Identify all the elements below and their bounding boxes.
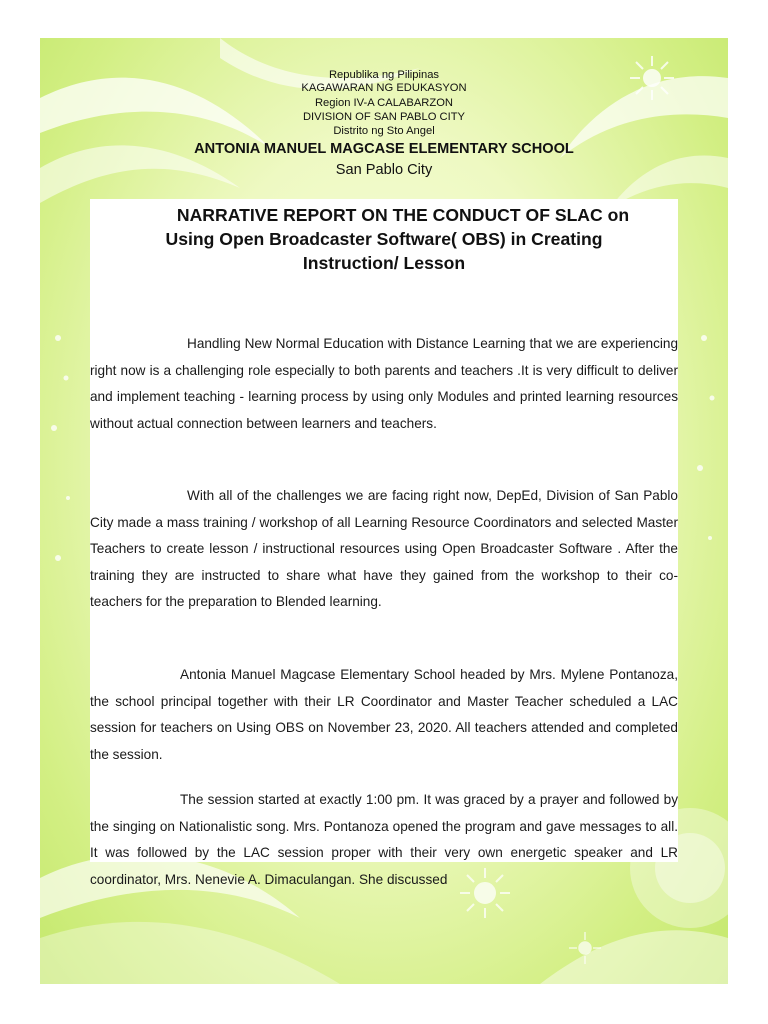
report-title xyxy=(90,203,678,275)
letterhead-department: KAGAWARAN NG EDUKASYON xyxy=(301,82,467,94)
document-page xyxy=(40,38,728,984)
report-title-line: Using Open Broadcaster Software( OBS) in Creating xyxy=(165,229,603,249)
swirl-decoration xyxy=(540,930,728,984)
paragraph-session-start: The session started at exactly 1:00 pm. It was graced by a prayer and followed by the singing on Nationalistic song. Mrs. Pontanoza opened the program and gave messages to all. It was followed by the LAC session proper with their very own energetic speaker and LR coordinator, Mrs. Nenevie A. Dimaculangan. She discussed xyxy=(90,792,678,887)
report-body xyxy=(90,199,678,887)
swirl-decoration xyxy=(40,922,340,984)
letterhead-district: Distrito ng Sto Angel xyxy=(333,125,435,137)
report-title-line: NARRATIVE REPORT ON THE CONDUCT OF SLAC on xyxy=(176,205,630,225)
report-title-line: Instruction/ Lesson xyxy=(302,253,466,273)
paragraph-challenges: With all of the challenges we are facing right now, DepEd, Division of San Pablo City made a mass training / workshop of all Learning Resource Coordinators and selected Master Teachers to create lesson / instructional resources using Open Broadcaster Software . After the training they are instructed to share what have they gained from the workshop to their co- teachers for the preparation to Blended learning. xyxy=(90,488,678,610)
school-name: ANTONIA MANUEL MAGCASE ELEMENTARY SCHOOL xyxy=(194,141,574,157)
letterhead-republic: Republika ng Pilipinas xyxy=(328,69,440,81)
letterhead-region: Region IV-A CALABARZON xyxy=(314,97,454,109)
school-city: San Pablo City xyxy=(335,162,433,178)
paragraph-lac-schedule: Antonia Manuel Magcase Elementary School headed by Mrs. Mylene Pontanoza, the school principal together with their LR Coordinator and Master Teacher scheduled a LAC session for teachers on Using OBS on November 23, 2020. All teachers attended and completed the session. xyxy=(90,667,678,762)
paragraph-distance-learning: Handling New Normal Education with Distance Learning that we are experiencing right now is a challenging role especially to both parents and teachers .It is very difficult to deliver and implement teaching - learning process by using only Modules and printed learning resources without actual connection between learners and teachers. xyxy=(90,336,678,431)
letterhead-division: DIVISION OF SAN PABLO CITY xyxy=(302,111,466,123)
